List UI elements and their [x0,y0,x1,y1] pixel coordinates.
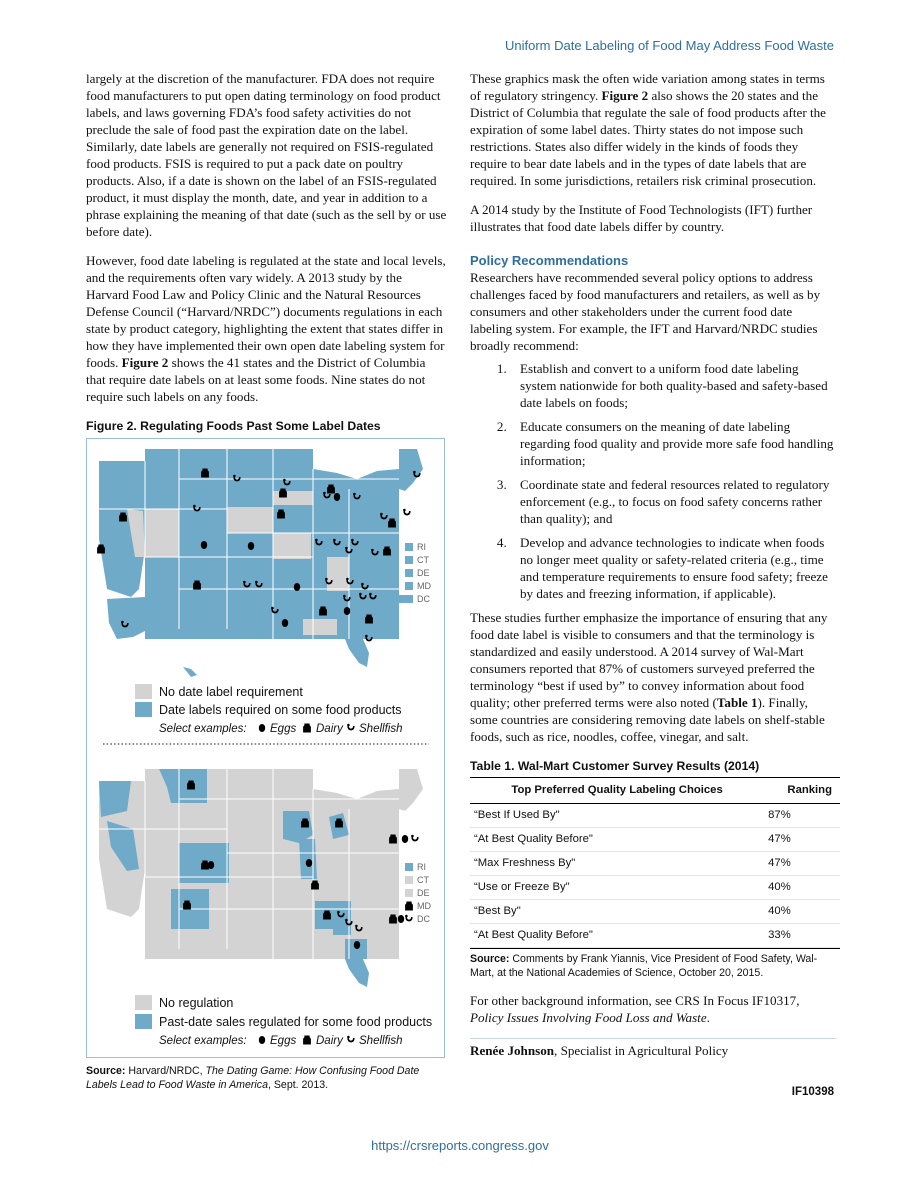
small-state-label: DE [417,888,430,898]
table-ref: Table 1 [716,695,758,710]
legend-eggs: Eggs [270,1035,297,1047]
text-run: Comments by Frank Yiannis, Vice President of Food Safety, Wal-Mart, at the National Academies of Science, October 20, 2015. [470,953,818,979]
legend-none: No regulation [159,996,234,1010]
author-name: Renée Johnson [470,1043,555,1058]
table-row [470,852,840,876]
cell-ranking: 47% [764,852,840,876]
map1-state-gray [145,509,179,557]
table-row [470,876,840,900]
left-column [86,70,448,1092]
paragraph-background [470,992,836,1026]
text-run: also shows the 20 states and the District of Columbia that regulate the sale of food products after the expiration of some label dates. Thirty states do not impose such restrictions. States also differ widely in the kinds of foods they require to bear date labels and in the types of date labels that are required. In some jurisdictions, retailers risk criminal prosecution. [470,88,826,188]
document-id: IF10398 [791,1086,834,1098]
map2-state-regulated [333,901,351,935]
legend-eggs: Eggs [270,723,297,735]
map1-state-gray [303,619,337,635]
text-run: shows the 41 states and the District of Columbia that require date labels on at least some foods. Nine states do not require such labels on any foods. [86,355,426,404]
cell-ranking: 40% [764,900,840,924]
text-run: . [706,1010,710,1025]
small-state-label: CT [417,875,429,885]
map2-new-england [399,769,423,811]
running-header: Uniform Date Labeling of Food May Address Food Waste [504,38,834,53]
text-run: , Sept. 2013. [267,1079,329,1091]
text-run: These studies further emphasize the importance of ensuring that any food date label is visible to consumers and that the terminology is standardized and easily understood. A 2014 survey of Wal-Mart consumers reported that 87% of customers surveyed preferred the terminology “best if used by” to convey information about food quality; other preferred terms were also noted ( [470,610,828,710]
table-row [470,804,840,828]
legend-some: Past-date sales regulated for some food products [159,1015,433,1029]
map2-legend [135,995,432,1047]
figure-source [86,1064,448,1092]
text-run: Harvard/NRDC, [128,1065,206,1077]
footer-url[interactable]: https://crsreports.congress.gov [371,1138,549,1153]
recommendation-list [470,360,836,602]
figure-ref: Figure 2 [601,88,649,103]
list-item: 1. Establish and convert to a uniform food date labeling system nationwide for both quality-based and safety-based date labels on foods; [510,360,836,411]
table-header-row [470,778,840,804]
text-run: ). Finally, some countries are considering removing date labels on shelf-stable foods, such as rice, noodles, coffee, vinegar, and salt. [470,695,825,744]
small-state-label: DC [417,594,430,604]
cell-choice: “At Best Quality Before" [470,828,764,852]
legend-shellfish: Shellfish [359,723,403,735]
map1-hawaii [183,667,197,677]
small-state-label: RI [417,862,426,872]
paragraph-ift: A 2014 study by the Institute of Food Technologists (IFT) further illustrates that food date labels differ by country. [470,202,813,234]
list-item: 2. Educate consumers on the meaning of date labeling regarding food quality and provide more safe food handling information; [510,418,836,469]
legend-none: No date label requirement [159,685,303,699]
figure-ref: Figure 2 [121,355,169,370]
list-item: 3. Coordinate state and federal resources related to regulatory enforcement (e.g., to focus on food safety concerns rather than quality); and [510,476,836,527]
legend-examples-label: Select examples: [159,723,247,735]
small-state-label: MD [417,581,431,591]
map1-state-gray [227,507,273,533]
small-state-label: CT [417,555,429,565]
report-title: Policy Issues Involving Food Loss and Waste [470,1010,707,1025]
cell-ranking: 33% [764,924,840,948]
cell-ranking: 47% [764,828,840,852]
text-run: For other background information, see CRS In Focus IF10317, [470,993,800,1008]
map-date-label-requirements [97,449,431,679]
text-run: However, food date labeling is regulated at the state and local levels, and the requirements often vary widely. A 2013 study by the Harvard Food Law and Policy Clinic and the Natural Resources Defense Council (“Harvard/NRDC”) documents regulations in each state by product category, highlighting the extent that states differ in how they have implemented their own open date labeling system for foods. [86,253,446,370]
small-state-label: DE [417,568,430,578]
author-title: , Specialist in Agricultural Policy [554,1043,729,1058]
map1-legend [135,684,402,735]
paragraph-fda: largely at the discretion of the manufacturer. FDA does not require food manufacturers to put open dating terminology on food product labels, and laws governing FDA’s food safety activities do not preclude the sale of food past the expiration date on the label. Similarly, date labels are generally not required on FSIS-regulated food products. FSIS is required to put a pack date on poultry products. Also, if a date is shown on the label of an FSIS-regulated product, it must display the month, date, and year in addition to a phrase explaining the meaning of that date (such as the sell by or use before date). [86,71,447,239]
small-state-label: RI [417,542,426,552]
cell-ranking: 87% [764,804,840,828]
column-header: Top Preferred Quality Labeling Choices [470,778,764,804]
figure-title: Figure 2. Regulating Foods Past Some Label Dates [86,419,381,433]
list-item: 4. Develop and advance technologies to indicate when foods no longer meet quality or safety-related criteria (e.g., time and temperature requirements to ensure food safety; freeze by dates and freezing information, if applicable). [510,534,836,602]
legend-some: Date labels required on some food products [159,703,402,717]
table-title: Table 1. Wal-Mart Customer Survey Results (2014) [470,759,760,773]
map1-state-gray [273,491,313,505]
legend-examples-label: Select examples: [159,1035,247,1047]
small-state-label: MD [417,901,431,911]
map1-state-gray [327,557,349,591]
survey-table [470,777,840,948]
paragraph-recommendations: Researchers have recommended several policy options to address challenges faced by food manufacturers and retailers, as well as by consumers and other stakeholders under the current food date labeling system. For example, the IFT and Harvard/NRDC studies broadly recommend: [470,270,821,353]
table-row [470,900,840,924]
figure-2 [86,438,445,1058]
source-label: Source: [86,1065,126,1077]
paragraph-variation [470,70,836,189]
cell-choice: “Best By" [470,900,764,924]
legend-dairy: Dairy [316,723,343,735]
legend-shellfish: Shellfish [359,1035,403,1047]
cell-choice: “Use or Freeze By" [470,876,764,900]
paragraph-terminology [470,609,836,745]
paragraph-state-regulation [86,252,448,405]
legend-dairy: Dairy [316,1035,343,1047]
map-past-date-sales [99,769,431,999]
column-header: Ranking [764,778,840,804]
table-row [470,924,840,948]
cell-choice: “Best If Used By" [470,804,764,828]
map2-state-regulated [299,839,317,879]
section-heading: Policy Recommendations [470,253,629,268]
cell-ranking: 40% [764,876,840,900]
map1-new-england [399,449,423,491]
author-line [470,1038,836,1059]
right-column [470,70,836,1059]
source-label: Source: [470,953,510,965]
table-source [470,948,840,980]
text-run: These graphics mask the often wide variation among states in terms of regulatory stringency. [470,71,825,103]
table-row [470,828,840,852]
source-title: The Dating Game: How Confusing Food Date Labels Lead to Food Waste in America [86,1065,420,1091]
figure-maps [87,439,444,1057]
map1-state-gray [273,533,311,559]
cell-choice: “Max Freshness By" [470,852,764,876]
cell-choice: “At Best Quality Before" [470,924,764,948]
small-state-label: DC [417,914,430,924]
